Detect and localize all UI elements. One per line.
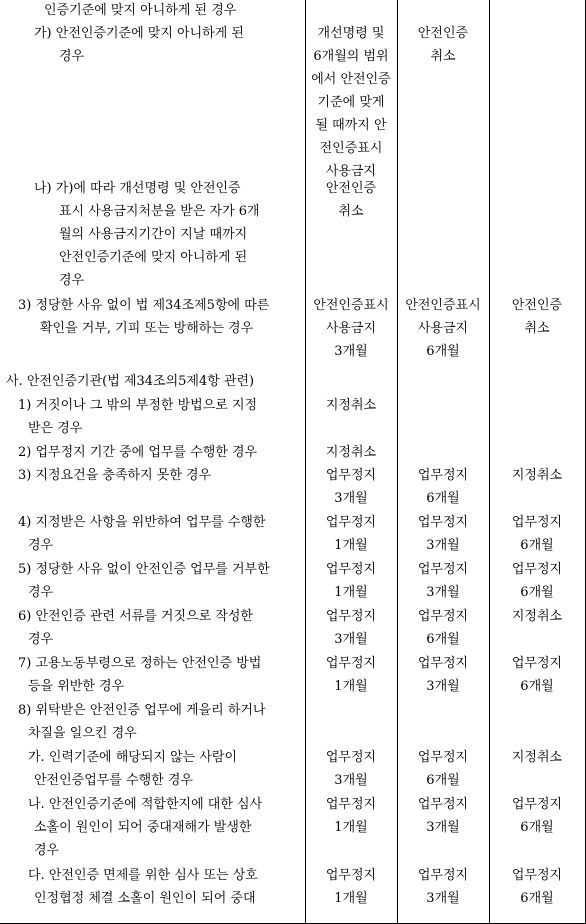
penalty-cell-2: 6개월 (426, 491, 460, 506)
penalty-cell-2: 3개월 (426, 538, 460, 553)
penalty-cell-1: 3개월 (334, 491, 368, 506)
row-description-line: 월의 사용금지기간이 지날 때까지 (59, 227, 248, 242)
row-description-line: 소홀이 원인이 되어 중대재해가 발생한 (34, 820, 252, 835)
penalty-cell-1: 개선명령 및 (317, 26, 385, 41)
penalty-cell-1: 될 때까지 안 (315, 118, 387, 133)
penalty-cell-2: 업무정지 (417, 515, 469, 530)
row-description-line: 4) 지정받은 사항을 위반하여 업무를 수행한 (18, 515, 266, 530)
column-divider (489, 0, 490, 924)
penalty-cell-1: 전인증표시 (319, 141, 383, 156)
penalty-cell-1: 업무정지 (325, 609, 377, 624)
penalty-cell-2: 안전인증표시 (405, 298, 481, 313)
row-description-line: 5) 정당한 사유 없이 안전인증 업무를 거부한 (18, 562, 270, 577)
penalty-cell-1: 사용금지 (325, 321, 377, 336)
penalty-cell-1: 사용금지 (325, 164, 377, 179)
row-description-line: 다. 안전인증 면제를 위한 심사 또는 상호 (28, 868, 258, 883)
penalty-cell-1: 업무정지 (325, 868, 377, 883)
row-description-line: 인정협정 체결 소홀이 원인이 되어 중대 (34, 891, 256, 906)
penalty-cell-2: 업무정지 (417, 797, 469, 812)
row-description-line: 안전인증업무를 수행한 경우 (34, 773, 193, 788)
penalty-cell-1: 안전인증 (325, 181, 377, 196)
row-description-line: 경우 (59, 273, 85, 288)
row-description-line: 사. 안전인증기관(법 제34조의5제4항 관련) (6, 374, 255, 389)
penalty-cell-2: 6개월 (426, 344, 460, 359)
penalty-cell-3: 업무정지 (511, 515, 563, 530)
penalty-cell-2: 사용금지 (417, 321, 469, 336)
penalty-cell-1: 3개월 (334, 344, 368, 359)
penalty-cell-3: 업무정지 (511, 797, 563, 812)
row-description-line: 표시 사용금지처분을 받은 자가 6개 (59, 204, 260, 219)
penalty-cell-2: 업무정지 (417, 868, 469, 883)
row-description-line: 확인을 거부, 기피 또는 방해하는 경우 (40, 321, 254, 336)
penalty-cell-1: 1개월 (334, 538, 368, 553)
penalty-cell-1: 업무정지 (325, 468, 377, 483)
penalty-cell-1: 업무정지 (325, 797, 377, 812)
penalty-cell-1: 취소 (338, 204, 364, 219)
row-description-line: 7) 고용노동부령으로 정하는 안전인증 방법 (18, 656, 262, 671)
row-description-line: 가. 인력기준에 해당되지 않는 사람이 (28, 750, 238, 765)
penalty-cell-3: 6개월 (520, 538, 554, 553)
penalty-cell-2: 6개월 (426, 632, 460, 647)
penalty-cell-3: 6개월 (520, 585, 554, 600)
penalty-cell-1: 안전인증표시 (313, 298, 389, 313)
row-description-line: 등을 위반한 경우 (28, 679, 125, 694)
row-description-line: 가) 안전인증기준에 맞지 아니하게 된 (34, 26, 244, 41)
row-description-line: 3) 지정요건을 충족하지 못한 경우 (18, 468, 212, 483)
penalty-cell-2: 업무정지 (417, 609, 469, 624)
row-description-line: 경우 (28, 538, 54, 553)
row-description-line: 경우 (28, 585, 54, 600)
penalty-cell-1: 지정취소 (325, 398, 377, 413)
penalty-cell-3: 6개월 (520, 891, 554, 906)
penalty-cell-1: 6개월의 범위 (313, 49, 389, 64)
penalty-cell-2: 3개월 (426, 585, 460, 600)
penalty-cell-2: 취소 (430, 49, 456, 64)
penalty-cell-3: 업무정지 (511, 656, 563, 671)
row-description-line: 경우 (34, 843, 60, 858)
penalty-cell-2: 3개월 (426, 679, 460, 694)
row-description-line: 안전인증기준에 맞지 아니하게 된 (59, 250, 248, 265)
row-description-line: 6) 안전인증 관련 서류를 거짓으로 작성한 (18, 609, 253, 624)
penalty-cell-1: 1개월 (334, 679, 368, 694)
penalty-cell-2: 업무정지 (417, 562, 469, 577)
penalty-cell-3: 6개월 (520, 820, 554, 835)
penalty-cell-2: 업무정지 (417, 750, 469, 765)
row-description-line: 경우 (28, 632, 54, 647)
penalty-cell-1: 업무정지 (325, 750, 377, 765)
penalty-cell-3: 지정취소 (511, 750, 563, 765)
row-description-line: 1) 거짓이나 그 밖의 부정한 방법으로 지정 (18, 398, 258, 413)
penalty-cell-2: 안전인증 (417, 26, 469, 41)
penalty-cell-1: 에서 안전인증 (311, 72, 391, 87)
penalty-cell-2: 3개월 (426, 891, 460, 906)
penalty-cell-1: 업무정지 (325, 562, 377, 577)
row-description-line: 받은 경우 (28, 421, 83, 436)
penalty-cell-3: 업무정지 (511, 868, 563, 883)
row-description-line: 경우 (59, 49, 85, 64)
penalty-cell-1: 1개월 (334, 820, 368, 835)
row-description-line: 인증기준에 맞지 아니하게 된 경우 (44, 3, 237, 18)
penalty-cell-1: 3개월 (334, 773, 368, 788)
penalty-cell-1: 1개월 (334, 891, 368, 906)
row-description-line: 3) 정당한 사유 없이 법 제34조제5항에 따른 (18, 298, 270, 313)
penalty-cell-1: 지정취소 (325, 445, 377, 460)
penalty-cell-2: 6개월 (426, 773, 460, 788)
row-description-line: 나. 안전인증기준에 적합한지에 대한 심사 (28, 797, 263, 812)
penalty-cell-3: 취소 (524, 321, 550, 336)
penalty-cell-1: 업무정지 (325, 515, 377, 530)
penalty-cell-2: 업무정지 (417, 656, 469, 671)
penalty-cell-2: 3개월 (426, 820, 460, 835)
penalty-cell-3: 6개월 (520, 679, 554, 694)
penalty-cell-1: 1개월 (334, 585, 368, 600)
penalty-cell-1: 3개월 (334, 632, 368, 647)
penalty-cell-2: 업무정지 (417, 468, 469, 483)
penalty-cell-3: 지정취소 (511, 468, 563, 483)
penalty-cell-3: 안전인증 (511, 298, 563, 313)
row-description-line: 차질을 일으킨 경우 (28, 726, 137, 741)
row-description-line: 8) 위탁받은 안전인증 업무에 게을리 하거나 (18, 703, 266, 718)
penalty-cell-3: 지정취소 (511, 609, 563, 624)
penalty-cell-3: 업무정지 (511, 562, 563, 577)
penalty-cell-1: 업무정지 (325, 656, 377, 671)
penalty-cell-1: 기준에 맞게 (317, 95, 385, 110)
row-description-line: 나) 가)에 따라 개선명령 및 안전인증 (34, 181, 241, 196)
row-description-line: 2) 업무정지 기간 중에 업무를 수행한 경우 (18, 445, 258, 460)
